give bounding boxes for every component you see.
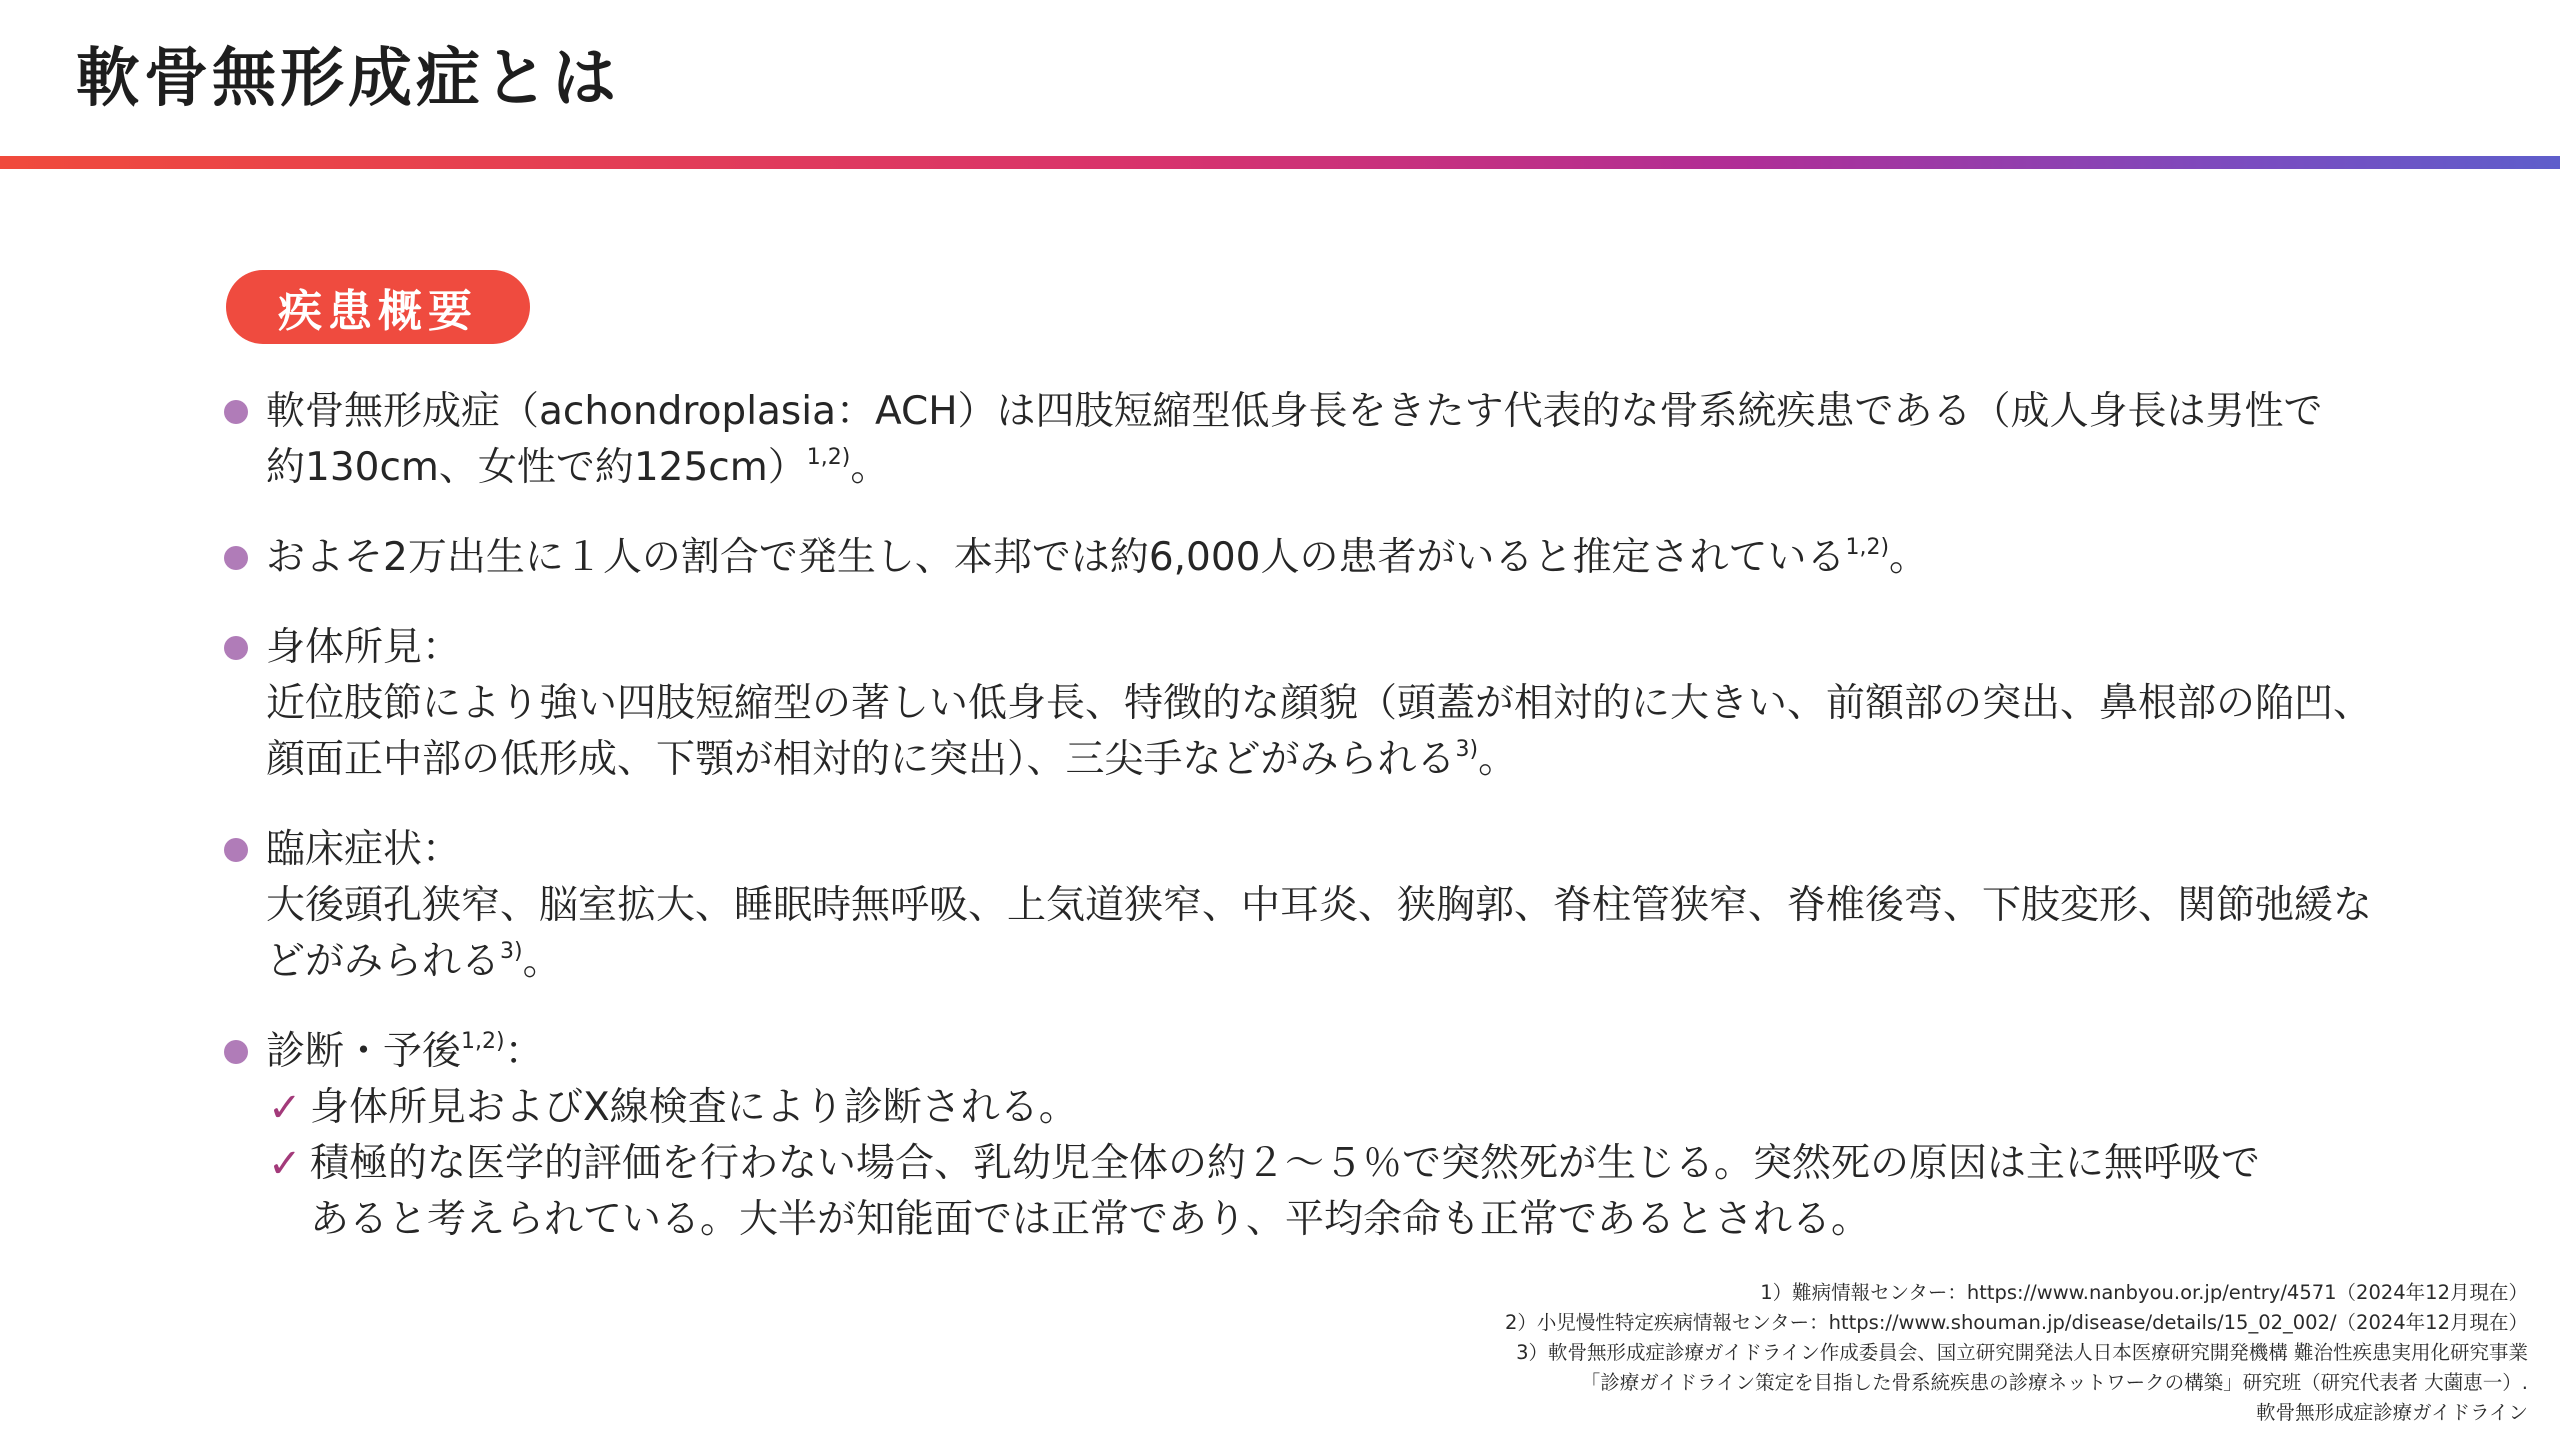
bullet-text-continued xyxy=(266,934,2344,990)
reference-3-continued: 「診療ガイドライン策定を目指した骨系統疾患の診療ネットワークの構築」研究班（研究代表者 大薗恵一）. xyxy=(1580,1371,2528,1394)
page-title: 軟骨無形成症とは xyxy=(76,42,620,116)
citation-superscript: 1,2) xyxy=(806,445,851,470)
citation-superscript: 3) xyxy=(1455,737,1479,762)
bullet-text-line xyxy=(266,530,2344,586)
bullet-heading: 診断・予後 xyxy=(266,1029,462,1074)
check-item-diagnosis xyxy=(266,1080,2344,1136)
bullet-heading-line xyxy=(266,1024,2344,1080)
bullet-text: 軟骨無形成症（achondroplasia：ACH）は四肢短縮型低身長をきたす代表的な骨系統疾患である（成人身長は男性で xyxy=(266,389,2323,434)
references-footnote xyxy=(1505,1278,2528,1428)
bullet-dot-icon xyxy=(224,636,248,660)
bullet-item-diagnosis-prognosis xyxy=(224,1024,2344,1248)
check-text: 身体所見およびX線検査により診断される。 xyxy=(310,1085,1078,1130)
reference-1: 1）難病情報センター：https://www.nanbyou.or.jp/entry/4571（2024年12月現在） xyxy=(1760,1281,2528,1304)
bullet-text-end: 。 xyxy=(1478,737,1518,782)
bullet-text: 大後頭孔狭窄、脳室拡大、睡眠時無呼吸、上気道狭窄、中耳炎、狭胸郭、脊柱管狭窄、脊椎後弯、下肢変形、関節弛緩な xyxy=(266,883,2373,928)
reference-2: 2）小児慢性特定疾病情報センター：https://www.shouman.jp/disease/details/15_02_002/（2024年12月現在） xyxy=(1505,1311,2528,1334)
bullet-item-incidence xyxy=(224,530,2344,586)
citation-superscript: 3) xyxy=(500,939,523,964)
bullet-heading-end: ： xyxy=(504,1029,544,1074)
checkmark-icon: ✓ xyxy=(268,1085,302,1131)
citation-superscript: 1,2) xyxy=(1845,535,1890,560)
reference-3: 3）軟骨無形成症診療ガイドライン作成委員会、国立研究開発法人日本医療研究開発機構 難治性疾患実用化研究事業 xyxy=(1516,1341,2528,1364)
bullet-text: 約130cm、女性で約125cm） xyxy=(266,445,807,490)
bullet-dot-icon xyxy=(224,400,248,424)
bullet-heading: 臨床症状： xyxy=(266,827,462,872)
bullet-dot-icon xyxy=(224,1040,248,1064)
bullet-item-physical-findings xyxy=(224,620,2373,788)
bullet-text-end: 。 xyxy=(850,445,890,490)
check-text: 積極的な医学的評価を行わない場合、乳幼児全体の約２～５％で突然死が生じる。突然死の原因は主に無呼吸で xyxy=(310,1141,2261,1186)
bullet-text-end: 。 xyxy=(1889,535,1929,580)
reference-3-title: 軟骨無形成症診療ガイドライン xyxy=(2256,1401,2528,1424)
bullet-text-end: 。 xyxy=(522,939,562,984)
bullet-text: 近位肢節により強い四肢短縮型の著しい低身長、特徴的な顔貌（頭蓋が相対的に大きい、前額部の突出、鼻根部の陥凹、 xyxy=(266,681,2373,726)
bullet-text: 顔面正中部の低形成、下顎が相対的に突出）、三尖手などがみられる xyxy=(266,737,1456,782)
checkmark-icon: ✓ xyxy=(268,1141,302,1187)
bullet-dot-icon xyxy=(224,546,248,570)
check-text-continued: あると考えられている。大半が知能面では正常であり、平均余命も正常であるとされる。 xyxy=(310,1197,1871,1242)
section-badge: 疾患概要 xyxy=(226,270,530,344)
bullet-heading: 身体所見： xyxy=(266,625,462,670)
overview-bullet-list xyxy=(224,384,2373,1248)
bullet-item-clinical-symptoms xyxy=(224,822,2373,990)
check-item-prognosis xyxy=(266,1136,2344,1248)
bullet-text: どがみられる xyxy=(266,939,501,984)
bullet-text-continued xyxy=(266,732,2344,788)
bullet-text-continued xyxy=(266,440,2344,496)
bullet-item-definition xyxy=(224,384,2344,496)
bullet-dot-icon xyxy=(224,838,248,862)
citation-superscript: 1,2) xyxy=(461,1029,505,1054)
bullet-text: およそ2万出生に１人の割合で発生し、本邦では約6,000人の患者がいると推定されている xyxy=(266,535,1846,580)
gradient-divider xyxy=(0,156,2560,169)
